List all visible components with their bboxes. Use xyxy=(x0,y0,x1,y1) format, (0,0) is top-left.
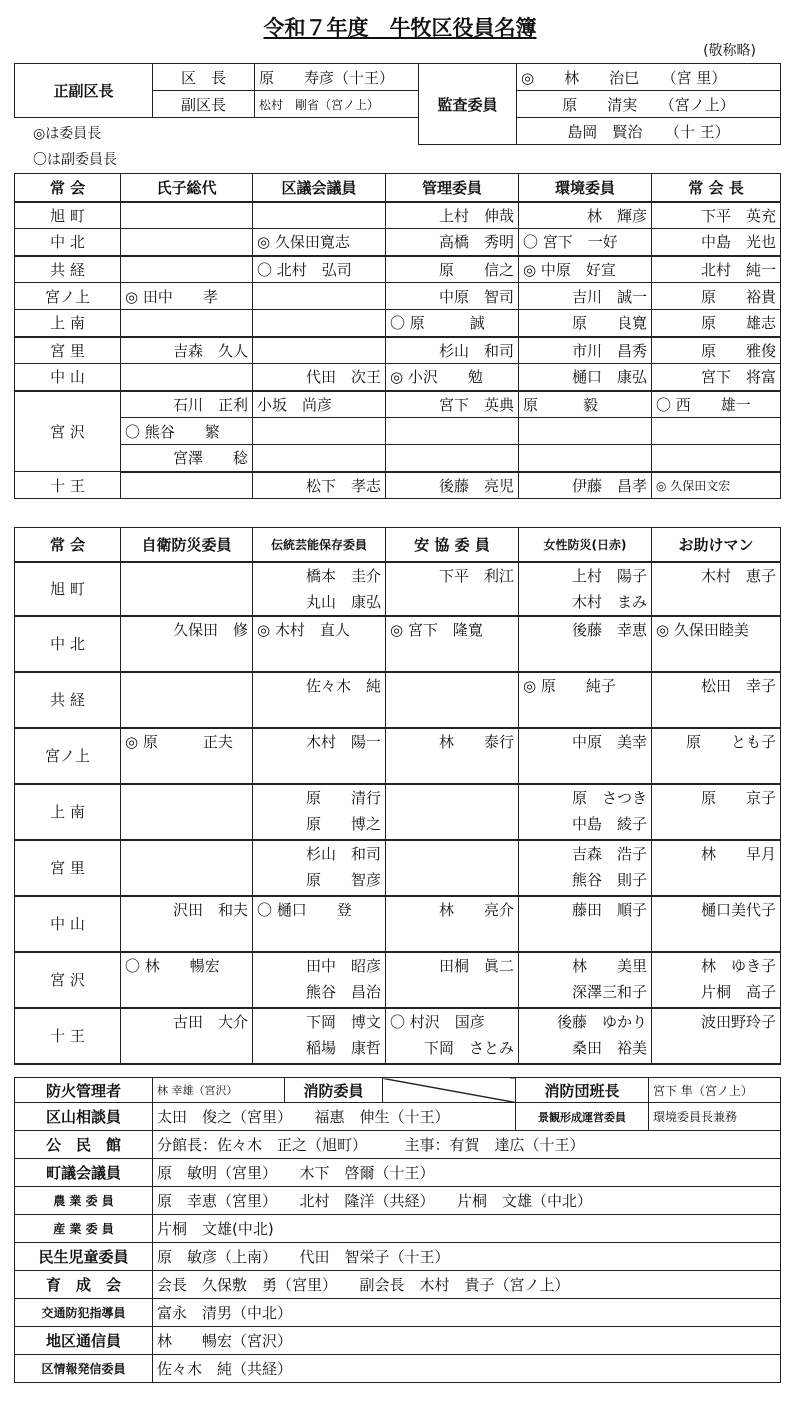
consultant-label: 区山相談員 xyxy=(15,1103,153,1131)
table-row xyxy=(15,1215,781,1243)
person-name: 〇 林 暢宏 xyxy=(125,956,220,975)
cell xyxy=(253,952,386,1008)
person-name: ◎ 宮下 隆寛 xyxy=(390,620,483,639)
cell xyxy=(121,1008,253,1064)
cell: 樋口 康弘 xyxy=(519,364,652,391)
person-name: 桑田 裕美 xyxy=(571,1038,647,1057)
person-name: 稲場 康哲 xyxy=(305,1038,381,1057)
table-row xyxy=(15,1159,781,1187)
fire-manager-label: 防火管理者 xyxy=(15,1078,153,1103)
audit-label: 監査委員 xyxy=(419,64,517,145)
cell xyxy=(652,562,781,616)
cell xyxy=(121,310,253,337)
table-row xyxy=(15,283,781,310)
cell xyxy=(253,562,386,616)
cell xyxy=(652,840,781,896)
cell xyxy=(121,472,253,499)
person-name: 林 泰行 xyxy=(438,732,514,751)
area-name: 共 経 xyxy=(15,672,121,728)
cell xyxy=(253,1008,386,1064)
area-name: 旭 町 xyxy=(15,562,121,616)
cell: 原 毅 xyxy=(519,391,652,418)
t1-header: 環境委員 xyxy=(519,174,652,202)
cell xyxy=(386,562,519,616)
table-row xyxy=(15,1355,781,1383)
table-row xyxy=(15,784,781,840)
area-name: 十 王 xyxy=(15,472,121,499)
cell: 吉川 誠一 xyxy=(519,283,652,310)
legend-vice: 〇は副委員長 xyxy=(33,152,117,168)
role-vice-chief: 副区長 xyxy=(153,91,255,118)
cell xyxy=(519,840,652,896)
area-name: 宮ノ上 xyxy=(15,283,121,310)
person-name: 原 さつき xyxy=(571,788,647,807)
person-name: 林 ゆき子 xyxy=(700,956,776,975)
cell: 宮下 将富 xyxy=(652,364,781,391)
person-name: 古田 大介 xyxy=(172,1012,248,1031)
cell xyxy=(652,728,781,784)
row-value: 分館長：佐々木 正之（旭町） 主事：有賀 達広（十王） xyxy=(153,1131,781,1159)
cell xyxy=(253,896,386,952)
person-name: 熊谷 則子 xyxy=(571,870,647,889)
cell xyxy=(652,672,781,728)
person-name: 〇 村沢 国彦 xyxy=(390,1012,485,1031)
cell xyxy=(519,896,652,952)
cell xyxy=(386,672,519,728)
cell xyxy=(253,283,386,310)
table-row xyxy=(15,952,781,1008)
person-name: 原 博之 xyxy=(305,814,381,833)
cell xyxy=(652,952,781,1008)
area-name: 十 王 xyxy=(15,1008,121,1064)
row-value: 佐々木 純（共経） xyxy=(153,1355,781,1383)
table-row xyxy=(15,1327,781,1355)
cell: 小坂 尚彦 xyxy=(253,391,386,418)
cell: 〇 原 誠 xyxy=(386,310,519,337)
person-name: 原 京子 xyxy=(700,788,776,807)
cell xyxy=(253,337,386,364)
table-row xyxy=(15,391,781,418)
cell: 石川 正利 xyxy=(121,391,253,418)
t1-header: 管理委員 xyxy=(386,174,519,202)
cell: 〇 宮下 一好 xyxy=(519,229,652,256)
table-row xyxy=(15,364,781,391)
cell: 吉森 久人 xyxy=(121,337,253,364)
person-name: 樋口美代子 xyxy=(700,900,776,919)
row-label: 公 民 館 xyxy=(15,1131,153,1159)
person-name: 深澤三和子 xyxy=(571,982,647,1001)
cell: 上村 伸哉 xyxy=(386,202,519,229)
cell: 原 裕貴 xyxy=(652,283,781,310)
table-row xyxy=(15,1008,781,1064)
person-name: 中原 美幸 xyxy=(571,732,647,751)
person-name: 木村 まみ xyxy=(571,592,647,611)
cell xyxy=(253,202,386,229)
person-name: 木村 恵子 xyxy=(700,566,776,585)
cell xyxy=(386,952,519,1008)
area-name: 共 経 xyxy=(15,256,121,283)
person-name: 片桐 高子 xyxy=(700,982,776,1001)
table-row xyxy=(15,229,781,256)
cell: 中原 智司 xyxy=(386,283,519,310)
cell: 杉山 和司 xyxy=(386,337,519,364)
fire-committee-label: 消防委員 xyxy=(285,1078,383,1103)
landscape-value: 環境委員長兼務 xyxy=(649,1103,781,1131)
person-name: 吉森 浩子 xyxy=(571,844,647,863)
cell xyxy=(121,229,253,256)
t2-header: 常 会 xyxy=(15,528,121,562)
table-row xyxy=(15,728,781,784)
legend-chair: ◎は委員長 xyxy=(33,126,102,142)
area-name: 中 北 xyxy=(15,616,121,672)
person-name: 下岡 博文 xyxy=(305,1012,381,1031)
t1-header: 常 会 長 xyxy=(652,174,781,202)
area-name: 宮 沢 xyxy=(15,391,121,472)
cell xyxy=(386,784,519,840)
person-name: 久保田 修 xyxy=(172,620,248,639)
committee-table-2 xyxy=(14,527,781,1065)
area-name: 中 山 xyxy=(15,364,121,391)
area-name: 宮 里 xyxy=(15,840,121,896)
row-value: 原 敏彦（上南） 代田 智栄子（十王） xyxy=(153,1243,781,1271)
t2-header: お助けマン xyxy=(652,528,781,562)
person-name: 田桐 眞二 xyxy=(438,956,514,975)
cell: ◎ 久保田文宏 xyxy=(652,472,781,499)
row-label: 農 業 委 員 xyxy=(15,1187,153,1215)
table-row xyxy=(15,1243,781,1271)
area-name: 上 南 xyxy=(15,784,121,840)
t1-header: 氏子総代 xyxy=(121,174,253,202)
fire-committee-empty xyxy=(383,1078,516,1103)
person-name: 松田 幸子 xyxy=(700,676,776,695)
chief-name: 原 寿彦（十王） xyxy=(255,64,419,91)
cell xyxy=(121,364,253,391)
audit-member-2: 原 清実 （宮ノ上） xyxy=(517,91,781,118)
cell: 伊藤 昌孝 xyxy=(519,472,652,499)
fire-squad-value: 宮下 隼（宮ノ上） xyxy=(649,1078,781,1103)
table-row xyxy=(15,672,781,728)
person-name: 下岡 さとみ xyxy=(423,1038,514,1057)
person-name: 中島 綾子 xyxy=(571,814,647,833)
person-name: 林 亮介 xyxy=(438,900,514,919)
row-label: 民生児童委員 xyxy=(15,1243,153,1271)
t2-header: 安 協 委 員 xyxy=(386,528,519,562)
cell: 原 雅俊 xyxy=(652,337,781,364)
person-name: 後藤 幸恵 xyxy=(571,620,647,639)
cell xyxy=(253,728,386,784)
cell: 原 雄志 xyxy=(652,310,781,337)
audit-member-1: ◎ 林 治巳 （宮 里） xyxy=(517,64,781,91)
cell xyxy=(121,728,253,784)
cell xyxy=(652,896,781,952)
committee-table-1 xyxy=(14,173,781,499)
table-row xyxy=(15,1299,781,1327)
person-name: 原 清行 xyxy=(305,788,381,807)
t2-header: 伝統芸能保存委員 xyxy=(253,528,386,562)
cell xyxy=(519,616,652,672)
table-row xyxy=(15,202,781,229)
honorific-note: (敬称略) xyxy=(703,43,756,59)
cell xyxy=(386,1008,519,1064)
cell xyxy=(386,616,519,672)
cell: 代田 次王 xyxy=(253,364,386,391)
person-name: 杉山 和司 xyxy=(305,844,381,863)
row-label: 町議会議員 xyxy=(15,1159,153,1187)
vice-chief-name: 松村 剛省（宮ノ上） xyxy=(255,91,419,118)
area-name: 宮 里 xyxy=(15,337,121,364)
person-name: 佐々木 純 xyxy=(305,676,381,695)
table-row xyxy=(15,310,781,337)
table-row xyxy=(15,256,781,283)
cell xyxy=(386,840,519,896)
cell xyxy=(121,840,253,896)
person-name: 藤田 順子 xyxy=(571,900,647,919)
table-row xyxy=(15,1131,781,1159)
cell: 宮下 英典 xyxy=(386,391,519,418)
cell xyxy=(121,672,253,728)
row-value: 林 暢宏（宮沢） xyxy=(153,1327,781,1355)
person-name: 林 早月 xyxy=(700,844,776,863)
cell xyxy=(253,840,386,896)
person-name: 林 美里 xyxy=(571,956,647,975)
table-row xyxy=(15,337,781,364)
cell: 高橋 秀明 xyxy=(386,229,519,256)
cell xyxy=(121,896,253,952)
t2-header: 女性防災(日赤) xyxy=(519,528,652,562)
area-name: 旭 町 xyxy=(15,202,121,229)
consultant-value: 太田 俊之（宮里） 福惠 伸生（十王） xyxy=(153,1103,516,1131)
person-name: ◎ 久保田睦美 xyxy=(656,620,749,639)
t1-header: 常 会 xyxy=(15,174,121,202)
cell xyxy=(652,1008,781,1064)
fire-squad-label: 消防団班長 xyxy=(516,1078,649,1103)
cell xyxy=(386,728,519,784)
person-name: ◎ 原 純子 xyxy=(523,676,616,695)
cell xyxy=(519,562,652,616)
person-name: 原 とも子 xyxy=(685,732,776,751)
cell: ◎ 田中 孝 xyxy=(121,283,253,310)
cell xyxy=(386,896,519,952)
fire-manager-value: 林 幸雄（宮沢） xyxy=(153,1078,285,1103)
row-value: 原 幸恵（宮里） 北村 隆洋（共経） 片桐 文雄（中北） xyxy=(153,1187,781,1215)
t2-header: 自衛防災委員 xyxy=(121,528,253,562)
row-value: 原 敏明（宮里） 木下 啓爾（十王） xyxy=(153,1159,781,1187)
person-name: 下平 利江 xyxy=(438,566,514,585)
main-officers-label: 正副区長 xyxy=(15,64,153,118)
person-name: ◎ 木村 直人 xyxy=(257,620,350,639)
row-label: 産 業 委 員 xyxy=(15,1215,153,1243)
cell: ◎ 中原 好宣 xyxy=(519,256,652,283)
area-name: 宮ノ上 xyxy=(15,728,121,784)
cell: 宮澤 稔 xyxy=(121,445,253,472)
cell: 〇 熊谷 繁 xyxy=(121,418,253,445)
table-row xyxy=(15,472,781,499)
person-name: 丸山 康弘 xyxy=(305,592,381,611)
cell xyxy=(253,784,386,840)
cell: 下平 英充 xyxy=(652,202,781,229)
cell xyxy=(253,672,386,728)
row-label: 区情報発信委員 xyxy=(15,1355,153,1383)
cell xyxy=(121,562,253,616)
table-row xyxy=(15,896,781,952)
row-label: 交通防犯指導員 xyxy=(15,1299,153,1327)
person-name: 〇 樋口 登 xyxy=(257,900,352,919)
landscape-label: 景観形成運営委員 xyxy=(516,1103,649,1131)
area-name: 中 山 xyxy=(15,896,121,952)
person-name: ◎ 原 正夫 xyxy=(125,732,233,751)
person-name: 後藤 ゆかり xyxy=(556,1012,647,1031)
other-officers-table xyxy=(14,1077,781,1383)
person-name: 波田野玲子 xyxy=(700,1012,776,1031)
cell xyxy=(253,310,386,337)
person-name: 木村 陽一 xyxy=(305,732,381,751)
cell: ◎ 小沢 勉 xyxy=(386,364,519,391)
table-row xyxy=(15,616,781,672)
cell: 北村 純一 xyxy=(652,256,781,283)
cell xyxy=(121,784,253,840)
person-name: 熊谷 昌治 xyxy=(305,982,381,1001)
table-row xyxy=(15,840,781,896)
table-row xyxy=(15,562,781,616)
cell xyxy=(519,1008,652,1064)
area-name: 中 北 xyxy=(15,229,121,256)
cell: 松下 孝志 xyxy=(253,472,386,499)
cell xyxy=(519,952,652,1008)
cell xyxy=(519,784,652,840)
audit-member-3: 島岡 賢治 （十 王） xyxy=(517,118,781,145)
cell xyxy=(121,202,253,229)
person-name: 田中 昭彦 xyxy=(305,956,381,975)
cell xyxy=(652,784,781,840)
row-value: 会長 久保敷 勇（宮里） 副会長 木村 貴子（宮ノ上） xyxy=(153,1271,781,1299)
role-chief: 区 長 xyxy=(153,64,255,91)
person-name: 原 智彦 xyxy=(305,870,381,889)
table-row xyxy=(15,1187,781,1215)
person-name: 上村 陽子 xyxy=(571,566,647,585)
cell: ◎ 久保田寛志 xyxy=(253,229,386,256)
cell xyxy=(652,616,781,672)
row-value: 片桐 文雄(中北) xyxy=(153,1215,781,1243)
cell xyxy=(121,616,253,672)
person-name: 沢田 和夫 xyxy=(172,900,248,919)
cell: 市川 昌秀 xyxy=(519,337,652,364)
table-row xyxy=(15,418,781,445)
area-name: 宮 沢 xyxy=(15,952,121,1008)
row-label: 育 成 会 xyxy=(15,1271,153,1299)
table-row xyxy=(15,445,781,472)
area-name: 上 南 xyxy=(15,310,121,337)
cell: 〇 西 雄一 xyxy=(652,391,781,418)
page-title: 令和７年度 牛牧区役員名簿 xyxy=(263,16,537,40)
cell: 林 輝彦 xyxy=(519,202,652,229)
row-label: 地区通信員 xyxy=(15,1327,153,1355)
cell: 原 信之 xyxy=(386,256,519,283)
cell xyxy=(519,672,652,728)
cell: 中島 光也 xyxy=(652,229,781,256)
person-name: 橋本 圭介 xyxy=(305,566,381,585)
cell xyxy=(519,728,652,784)
cell xyxy=(121,256,253,283)
cell xyxy=(121,952,253,1008)
table-row xyxy=(15,1271,781,1299)
cell: 〇 北村 弘司 xyxy=(253,256,386,283)
t1-header: 区議会議員 xyxy=(253,174,386,202)
cell xyxy=(253,616,386,672)
cell: 後藤 亮児 xyxy=(386,472,519,499)
cell: 原 良寛 xyxy=(519,310,652,337)
row-value: 富永 清男（中北） xyxy=(153,1299,781,1327)
officers-table xyxy=(14,63,781,145)
